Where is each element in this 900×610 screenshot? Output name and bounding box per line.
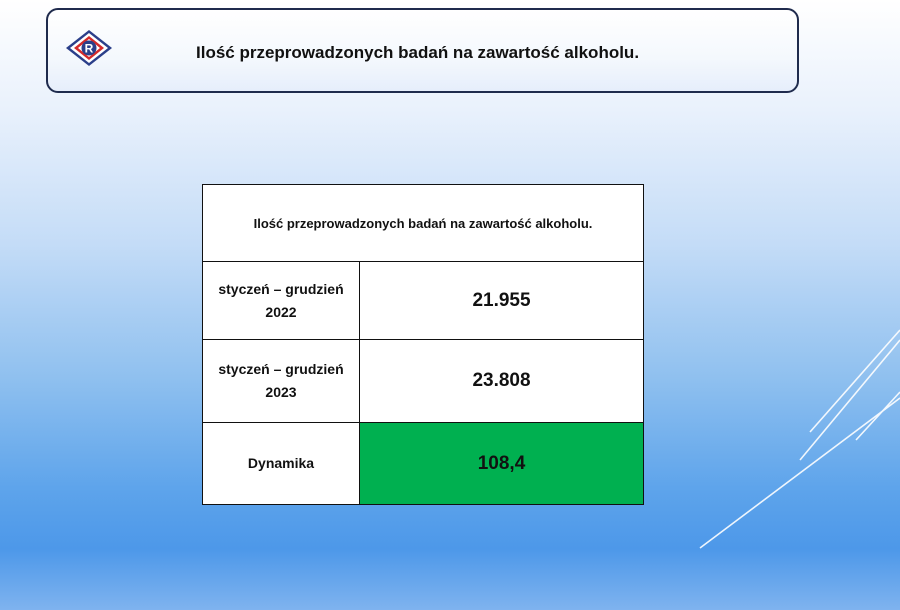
table-row	[203, 262, 644, 340]
period-label-line1: styczeń – grudzień	[218, 361, 344, 377]
traffic-police-r-diamond-icon	[64, 28, 114, 68]
value-2022: 21.955	[360, 262, 644, 340]
period-label-year: 2022	[265, 303, 297, 320]
period-label-2023	[203, 340, 360, 423]
page-title: Ilość przeprowadzonych badań na zawartość alkoholu.	[196, 43, 640, 62]
table-row	[203, 340, 644, 423]
table-row	[203, 423, 644, 505]
table-header-row	[203, 185, 644, 262]
logo-letter: R	[84, 41, 94, 56]
header-banner	[46, 8, 799, 93]
table-title: Ilość przeprowadzonych badań na zawartość alkoholu.	[203, 185, 644, 262]
period-label-2022	[203, 262, 360, 340]
value-2023: 23.808	[360, 340, 644, 423]
period-label-line1: styczeń – grudzień	[218, 280, 344, 297]
dynamics-label: Dynamika	[203, 423, 360, 505]
dynamics-value: 108,4	[360, 423, 644, 505]
period-label-year: 2023	[265, 384, 297, 400]
alcohol-tests-table	[202, 184, 644, 505]
